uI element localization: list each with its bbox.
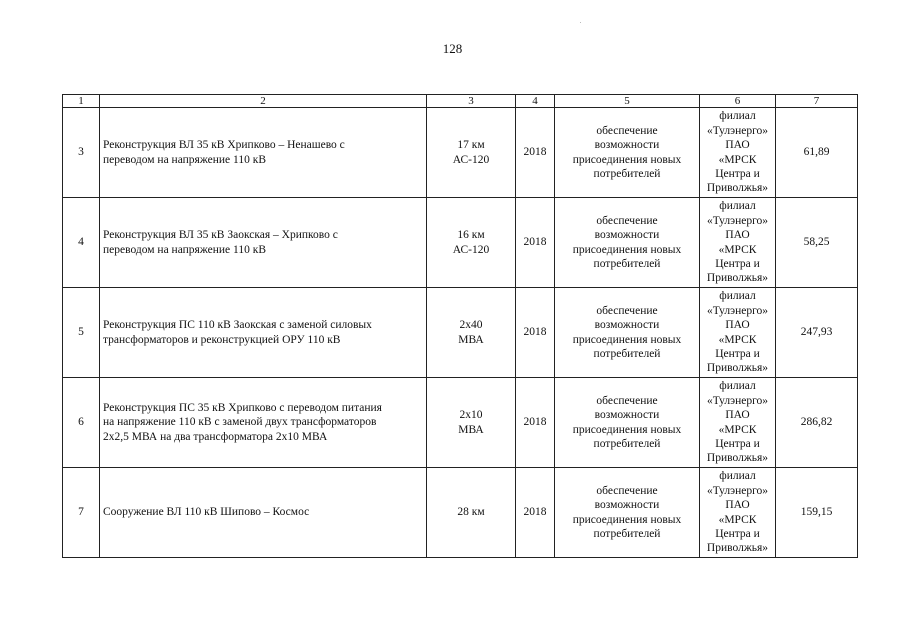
project-parameters: 2х10 МВА <box>427 378 516 468</box>
responsible-organization: филиал «Тулэнерго» ПАО «МРСК Центра и Приволжья» <box>700 378 776 468</box>
project-year: 2018 <box>516 198 555 288</box>
project-cost: 58,25 <box>776 198 858 288</box>
row-number: 6 <box>63 378 100 468</box>
responsible-organization: филиал «Тулэнерго» ПАО «МРСК Центра и Приволжья» <box>700 288 776 378</box>
project-parameters: 2х40 МВА <box>427 288 516 378</box>
project-year: 2018 <box>516 468 555 558</box>
page-number: 128 <box>442 41 463 56</box>
column-number: 7 <box>776 95 858 108</box>
responsible-organization: филиал «Тулэнерго» ПАО «МРСК Центра и Приволжья» <box>700 108 776 198</box>
row-number: 3 <box>63 108 100 198</box>
project-purpose: обеспечение возможности присоединения новых потребителей <box>555 198 700 288</box>
project-cost: 286,82 <box>776 378 858 468</box>
column-number: 4 <box>516 95 555 108</box>
project-year: 2018 <box>516 288 555 378</box>
project-name: Реконструкция ПС 110 кВ Заокская с заменой силовых трансформаторов и реконструкцией ОРУ 110 кВ <box>100 288 427 378</box>
column-number: 6 <box>700 95 776 108</box>
column-number: 3 <box>427 95 516 108</box>
project-purpose: обеспечение возможности присоединения новых потребителей <box>555 468 700 558</box>
table-row <box>63 288 858 378</box>
project-purpose: обеспечение возможности присоединения новых потребителей <box>555 108 700 198</box>
column-number: 1 <box>63 95 100 108</box>
project-name: Сооружение ВЛ 110 кВ Шипово – Космос <box>100 468 427 558</box>
project-parameters: 17 км АС-120 <box>427 108 516 198</box>
project-name: Реконструкция ВЛ 35 кВ Хрипково – Ненашево с переводом на напряжение 110 кВ <box>100 108 427 198</box>
project-purpose: обеспечение возможности присоединения новых потребителей <box>555 378 700 468</box>
project-cost: 159,15 <box>776 468 858 558</box>
project-year: 2018 <box>516 108 555 198</box>
table-row <box>63 198 858 288</box>
project-purpose: обеспечение возможности присоединения новых потребителей <box>555 288 700 378</box>
column-number: 2 <box>100 95 427 108</box>
row-number: 5 <box>63 288 100 378</box>
project-cost: 61,89 <box>776 108 858 198</box>
project-parameters: 28 км <box>427 468 516 558</box>
project-year: 2018 <box>516 378 555 468</box>
project-name: Реконструкция ВЛ 35 кВ Заокская – Хрипково с переводом на напряжение 110 кВ <box>100 198 427 288</box>
project-name: Реконструкция ПС 35 кВ Хрипково с переводом питания на напряжение 110 кВ с заменой двух трансформаторов 2х2,5 МВА на два трансформатора 2х10 МВА <box>100 378 427 468</box>
scan-speck <box>580 22 581 23</box>
table-row <box>63 468 858 558</box>
row-number: 7 <box>63 468 100 558</box>
table-row <box>63 378 858 468</box>
column-number: 5 <box>555 95 700 108</box>
responsible-organization: филиал «Тулэнерго» ПАО «МРСК Центра и Приволжья» <box>700 198 776 288</box>
table-row <box>63 108 858 198</box>
column-number-row <box>63 95 858 108</box>
project-parameters: 16 км АС-120 <box>427 198 516 288</box>
responsible-organization: филиал «Тулэнерго» ПАО «МРСК Центра и Приволжья» <box>700 468 776 558</box>
row-number: 4 <box>63 198 100 288</box>
investment-projects-table <box>62 94 858 558</box>
project-cost: 247,93 <box>776 288 858 378</box>
